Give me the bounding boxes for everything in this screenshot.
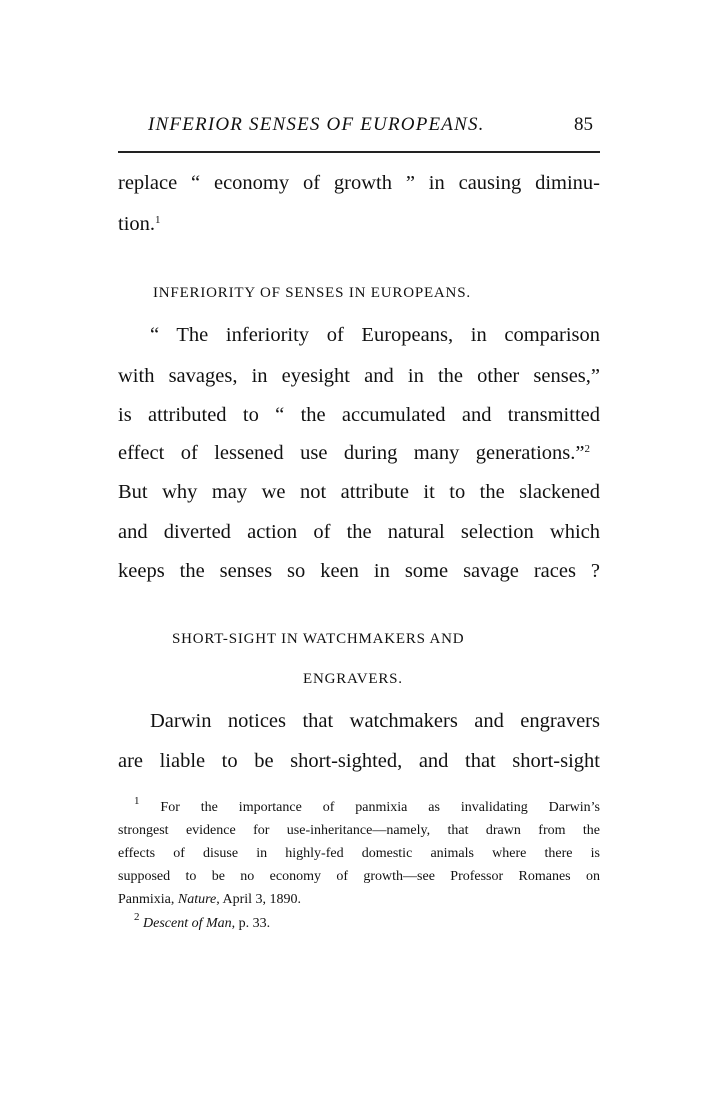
body-line [118, 213, 600, 236]
running-title: INFERIOR SENSES OF EUROPEANS. [148, 114, 485, 135]
footnote-marker: 1 [134, 795, 140, 807]
section-heading: SHORT-SIGHT IN WATCHMAKERS AND [172, 631, 465, 647]
body-line: Darwin notices that watchmakers and engravers [150, 710, 600, 732]
footnote-ref: 2 [584, 443, 590, 455]
body-line: keeps the senses so keen in some savage races ? [118, 560, 600, 582]
body-text: tion. [118, 213, 156, 235]
section-heading: ENGRAVERS. [303, 671, 403, 687]
body-line: is attributed to “ the accumulated and transmitted [118, 404, 600, 426]
footnote-marker: 2 [134, 911, 140, 923]
footnote-text: Panmixia, [118, 892, 178, 907]
footnote-line [134, 911, 600, 932]
page-number: 85 [574, 114, 593, 135]
section-heading: INFERIORITY OF SENSES IN EUROPEANS. [153, 285, 471, 301]
body-line: with savages, in eyesight and in the other senses,” [118, 365, 600, 387]
body-line: “ The inferiority of Europeans, in comparison [150, 324, 600, 346]
journal-title: Nature [177, 892, 217, 907]
body-line: replace “ economy of growth ” in causing diminu- [118, 172, 600, 194]
body-line: are liable to be short-sighted, and that short-sight [118, 750, 600, 772]
footnote-text: , p. 33. [231, 916, 271, 931]
book-title: Descent of Man [143, 916, 232, 931]
body-line [118, 442, 590, 465]
footnote-line: effects of disuse in highly-fed domestic animals where there is [118, 846, 600, 861]
body-line: But why may we not attribute it to the slackened [118, 481, 600, 503]
footnote-ref: 1 [155, 214, 161, 226]
footnote-line: supposed to be no economy of growth—see Professor Romanes on [118, 869, 600, 884]
footnote-text: For the importance of panmixia as invalidating Darwin’s [160, 800, 600, 815]
header-rule [118, 151, 600, 153]
footnote-line [118, 892, 600, 908]
body-text: effect of lessened use during many generations.” [118, 442, 585, 464]
footnote-line: strongest evidence for use-inheritance—namely, that drawn from the [118, 823, 600, 838]
body-line: and diverted action of the natural selection which [118, 521, 600, 543]
footnote-line [134, 795, 600, 816]
footnote-text: , April 3, 1890. [216, 892, 302, 907]
